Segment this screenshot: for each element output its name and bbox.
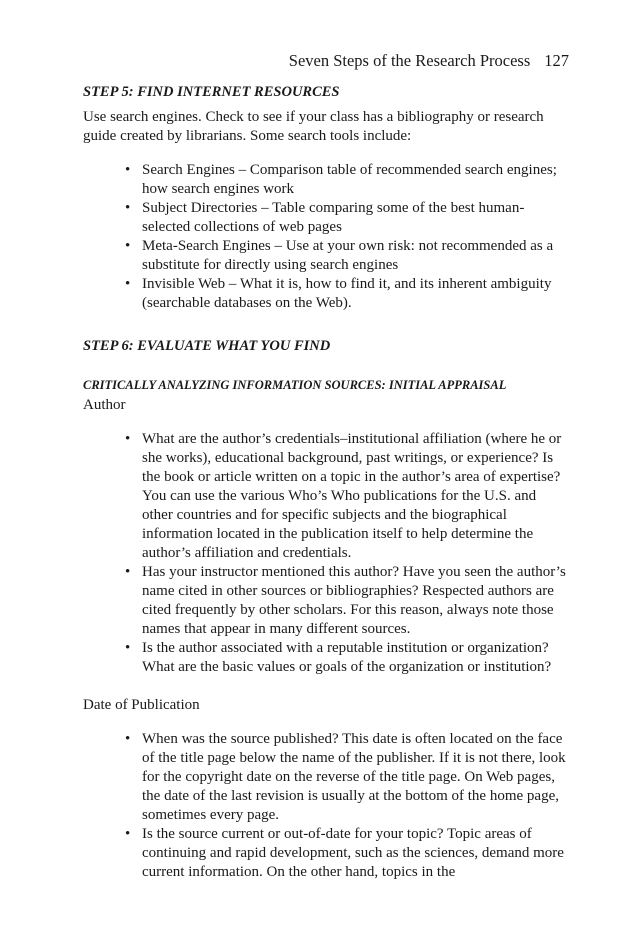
list-item: • Is the author associated with a reputable institution or organization? What are the basic values or goals of the organization or institution?: [83, 639, 569, 677]
author-questions-list: [83, 430, 569, 677]
appraisal-subheading: CRITICALLY ANALYZING INFORMATION SOURCES: INITIAL APPRAISAL: [83, 378, 507, 392]
running-head: [83, 50, 569, 72]
list-item: • Meta-Search Engines – Use at your own risk: not recommended as a substitute for directly using search engines: [83, 237, 569, 275]
search-tools-list: [83, 161, 569, 313]
list-item: • Subject Directories – Table comparing some of the best human-selected collections of web pages: [83, 199, 569, 237]
step-5-heading: STEP 5: FIND INTERNET RESOURCES: [83, 84, 340, 100]
list-item: • When was the source published? This date is often located on the face of the title page below the name of the publisher. If it is not there, look for the copyright date on the reverse of the title page. On Web pages, the date of the last revision is usually at the bottom of the home page, sometimes every page.: [83, 730, 569, 825]
date-questions-list: [83, 730, 569, 882]
running-title: Seven Steps of the Research Process: [288, 51, 531, 70]
list-item: • What are the author’s credentials–institutional affiliation (where he or she works), educational background, past writings, or experience? Is the book or article written on a topic in the author’s area of expertise? You can use the various Who’s Who publications for the U.S. and other countries and for specific subjects and the biographical information located in the publication itself to help determine the author’s affiliation and credentials.: [83, 430, 569, 563]
list-item: • Is the source current or out-of-date for your topic? Topic areas of continuing and rapid development, such as the sciences, demand more current information. On the other hand, topics in the: [83, 825, 569, 882]
list-item: • Search Engines – Comparison table of recommended search engines; how search engines work: [83, 161, 569, 199]
page-number: 127: [544, 51, 569, 70]
list-item: • Has your instructor mentioned this author? Have you seen the author’s name cited in other sources or bibliographies? Respected authors are cited frequently by other scholars. For this reason, always note those names that appear in many different sources.: [83, 563, 569, 639]
date-of-publication-label: Date of Publication: [83, 697, 200, 713]
step-5-intro: Use search engines. Check to see if your class has a bibliography or research guide created by librarians. Some search tools include:: [83, 109, 544, 144]
author-label: Author: [83, 397, 126, 413]
page: [83, 50, 569, 882]
list-item: • Invisible Web – What it is, how to find it, and its inherent ambiguity (searchable databases on the Web).: [83, 275, 569, 313]
step-6-heading: STEP 6: EVALUATE WHAT YOU FIND: [83, 338, 331, 354]
